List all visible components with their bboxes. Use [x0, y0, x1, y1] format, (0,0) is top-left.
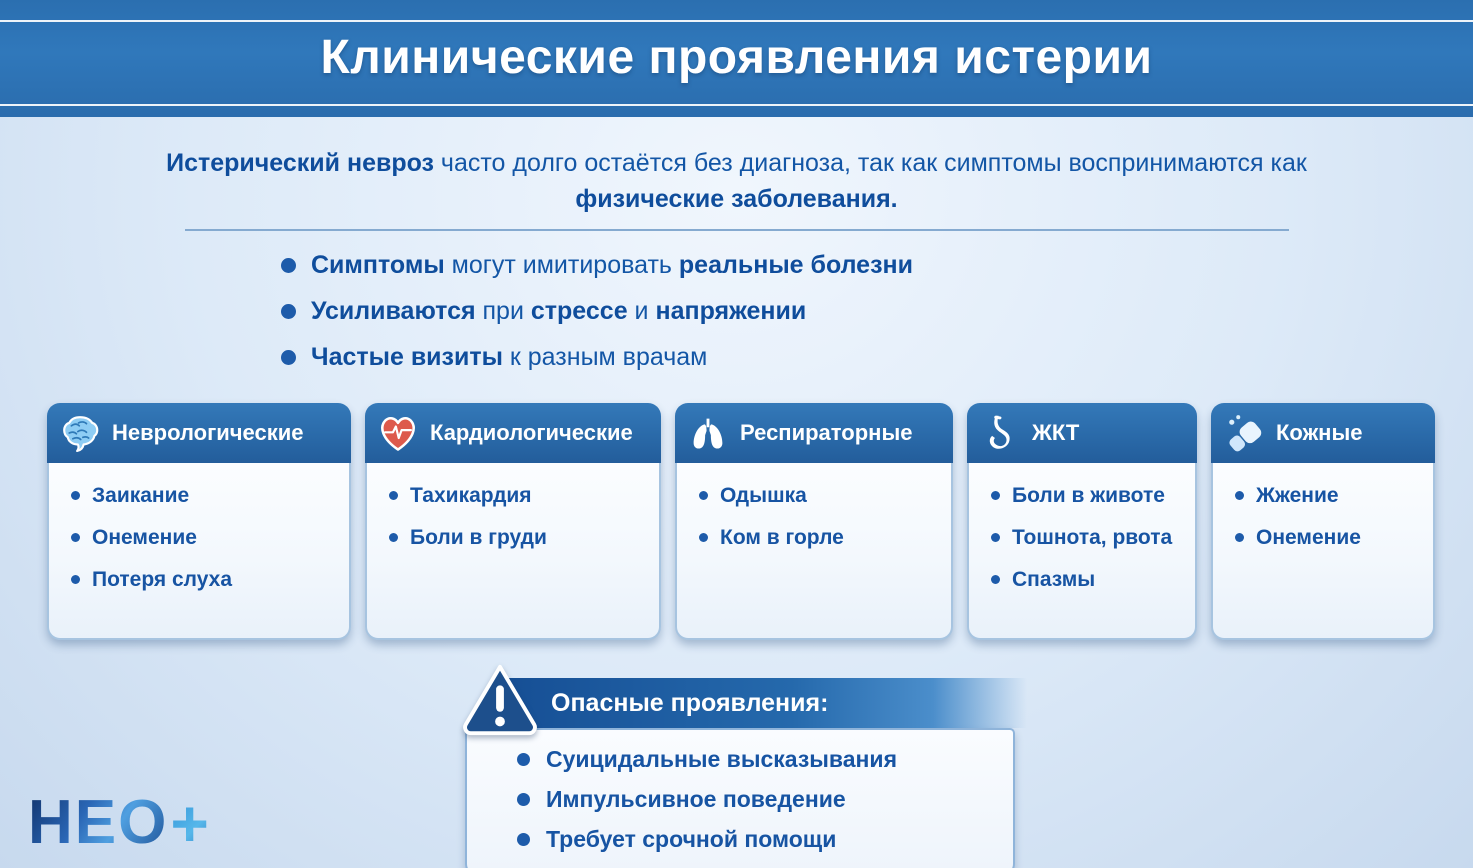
bullet-dot	[699, 491, 708, 500]
card-gastrointestinal	[967, 403, 1197, 640]
bullet-dot	[281, 304, 296, 319]
bullet-dot	[389, 533, 398, 542]
card-item	[71, 525, 335, 552]
intro-bold-segment: физические заболевания.	[575, 184, 898, 213]
bullet-dot	[991, 533, 1000, 542]
bullet-text-segment: к разным врачам	[502, 343, 708, 371]
bullet-text-segment: при	[475, 297, 531, 325]
card-item	[991, 483, 1181, 510]
intro-divider	[185, 229, 1289, 231]
bullet-dot	[71, 575, 80, 584]
bullet-dot	[1235, 491, 1244, 500]
card-item	[1235, 525, 1419, 552]
bullet-dot	[281, 350, 296, 365]
card-item	[991, 525, 1181, 552]
bullet-dot	[699, 533, 708, 542]
card-item	[71, 483, 335, 510]
warning-item-text: Суицидальные высказывания	[546, 746, 897, 772]
card-item	[389, 525, 645, 552]
card-body	[47, 463, 351, 640]
card-title: Респираторные	[740, 420, 913, 445]
bullet-dot	[1235, 533, 1244, 542]
card-body	[365, 463, 661, 640]
intro-regular-segment: часто долго остаётся без диагноза, так как симптомы воспринимаются как	[433, 149, 1307, 177]
warning-item	[517, 786, 995, 813]
warning-triangle-icon	[457, 660, 543, 740]
skin-icon	[1221, 410, 1267, 456]
card-item-text: Онемение	[1256, 525, 1361, 549]
bullet-dot	[517, 793, 530, 806]
bullet-text-segment: напряжении	[655, 297, 807, 325]
card-header	[675, 403, 953, 463]
card-item	[71, 567, 335, 594]
card-item-text: Жжение	[1256, 484, 1339, 507]
card-neurological	[47, 403, 351, 640]
bullet-text-segment: и	[627, 297, 656, 325]
card-item-text: Потеря слуха	[92, 567, 233, 591]
card-header	[365, 403, 661, 463]
card-header	[967, 403, 1197, 463]
card-cardiological	[365, 403, 661, 640]
card-item	[699, 525, 937, 552]
bullet-dot	[71, 491, 80, 500]
band-bottom-line	[0, 104, 1473, 106]
bullet-text-segment: Усиливаются	[311, 297, 476, 325]
heart-icon	[375, 410, 421, 456]
band-top-line	[0, 20, 1473, 22]
card-item-text: Заикание	[92, 484, 190, 507]
card-title: ЖКТ	[1032, 420, 1080, 445]
intro-bold-segment: Истерический невроз	[166, 149, 434, 177]
bullet-text-segment: Симптомы	[311, 251, 445, 279]
bullet-text-segment: могут имитировать	[444, 251, 679, 279]
overview-bullet	[281, 251, 913, 280]
card-title: Кардиологические	[430, 420, 633, 445]
overview-bullet	[281, 343, 913, 372]
bullet-dot	[281, 258, 296, 273]
card-item-text: Боли в животе	[1012, 484, 1165, 507]
card-title: Кожные	[1276, 420, 1363, 445]
logo-text: НЕО	[28, 788, 169, 857]
warning-item	[517, 746, 995, 773]
page-title: Клинические проявления истерии	[320, 31, 1153, 84]
bullet-dot	[991, 491, 1000, 500]
card-item-text: Онемение	[92, 525, 197, 549]
card-item	[699, 483, 937, 510]
card-body	[675, 463, 953, 640]
warning-block	[465, 666, 1015, 868]
title-band	[0, 0, 1473, 117]
warning-body	[465, 728, 1015, 868]
lungs-icon	[685, 410, 731, 456]
overview-bullets	[281, 251, 913, 389]
bullet-text	[311, 343, 707, 372]
card-title: Неврологические	[112, 420, 304, 445]
bullet-dot	[389, 491, 398, 500]
bullet-text-segment: Частые визиты	[311, 343, 503, 371]
card-body	[1211, 463, 1435, 640]
card-item-text: Одышка	[720, 484, 807, 507]
bullet-dot	[517, 833, 530, 846]
card-item	[389, 483, 645, 510]
stomach-icon	[977, 410, 1023, 456]
intro-text	[152, 146, 1322, 217]
bullet-text-segment: реальные болезни	[678, 251, 913, 279]
card-item	[1235, 483, 1419, 510]
bullet-text	[311, 251, 913, 280]
card-skin	[1211, 403, 1435, 640]
logo-plus-icon: +	[170, 786, 209, 860]
warning-item-text: Импульсивное поведение	[546, 786, 846, 812]
card-body	[967, 463, 1197, 640]
overview-bullet	[281, 297, 913, 326]
warning-item-text: Требует срочной помощи	[546, 826, 837, 852]
card-item	[991, 567, 1181, 594]
card-item-text: Спазмы	[1012, 567, 1096, 591]
warning-title: Опасные проявления:	[551, 688, 829, 717]
bullet-text-segment: стрессе	[530, 297, 628, 325]
brain-icon	[57, 410, 103, 456]
card-respiratory	[675, 403, 953, 640]
card-item-text: Тахикардия	[410, 484, 532, 507]
bullet-dot	[71, 533, 80, 542]
bullet-dot	[991, 575, 1000, 584]
card-header	[1211, 403, 1435, 463]
bullet-text	[311, 297, 806, 326]
card-item-text: Тошнота, рвота	[1012, 525, 1173, 549]
card-item-text: Ком в горле	[720, 525, 844, 549]
symptom-cards-row	[47, 403, 1435, 640]
warning-item	[517, 826, 995, 853]
warning-header	[505, 678, 1027, 728]
card-item-text: Боли в груди	[410, 525, 547, 549]
bullet-dot	[517, 753, 530, 766]
card-header	[47, 403, 351, 463]
neo-plus-logo	[28, 786, 209, 860]
